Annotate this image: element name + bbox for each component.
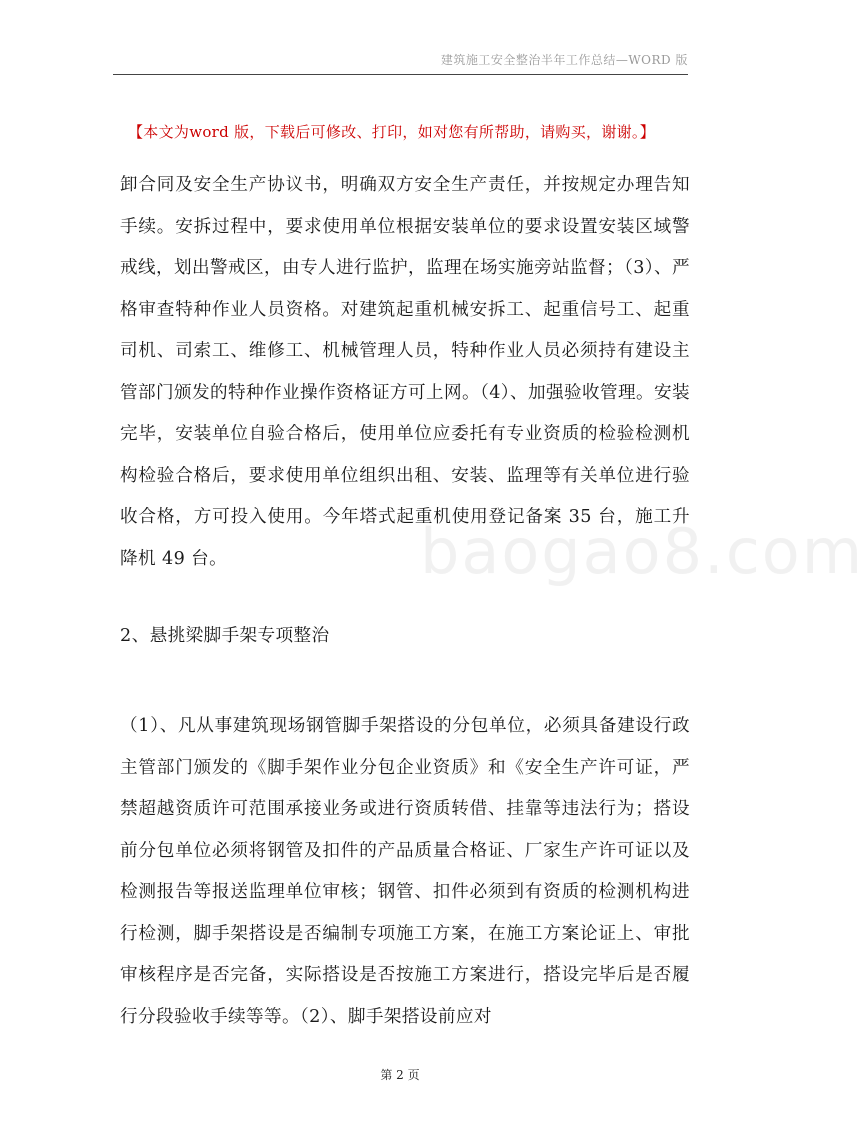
page-number: 第 2 页 <box>380 1068 420 1082</box>
section-heading-2: 2、悬挑梁脚手架专项整治 <box>120 626 330 646</box>
download-notice: 【本文为word 版，下载后可修改、打印，如对您有所帮助，请购买，谢谢。】 <box>128 123 656 141</box>
watermark-text: baogao8.com <box>420 515 864 588</box>
document-header-title: 建筑施工安全整治半年工作总结—WORD 版 <box>440 53 688 67</box>
body-paragraph-1: 卸合同及安全生产协议书，明确双方安全生产责任，并按规定办理告知手续。安拆过程中，要求使用单位根据安装单位的要求设置安装区域警戒线，划出警戒区，由专人进行监护，监理在场实施旁站监督；（3）、严格审查特种作业人员资格。对建筑起重机械安拆工、起重信号工、起重司机、司索工、维修工、机械管理人员，特种作业人员必须持有建设主管部门颁发的特种作业操作资格证方可上网。（4）、加强验收管理。安装完毕，安装单位自验合格后，使用单位应委托有专业资质的检验检测机构检验合格后，要求使用单位组织出租、安装、监理等有关单位进行验收合格，方可投入使用。今年塔式起重机使用登记备案 35 台，施工升降机 49 台。 <box>120 175 690 569</box>
header-divider <box>113 74 688 75</box>
body-paragraph-2: （1）、凡从事建筑现场钢管脚手架搭设的分包单位，必须具备建设行政主管部门颁发的《脚手架作业分包企业资质》和《安全生产许可证，严禁超越资质许可范围承接业务或进行资质转借、挂靠等违法行为；搭设前分包单位必须将钢管及扣件的产品质量合格证、厂家生产许可证以及检测报告等报送监理单位审核；钢管、扣件必须到有资质的检测机构进行检测，脚手架搭设是否编制专项施工方案，在施工方案论证上、审批审核程序是否完备，实际搭设是否按施工方案进行，搭设完毕后是否履行分段验收手续等等。（2）、脚手架搭设前应对 <box>120 716 690 1027</box>
